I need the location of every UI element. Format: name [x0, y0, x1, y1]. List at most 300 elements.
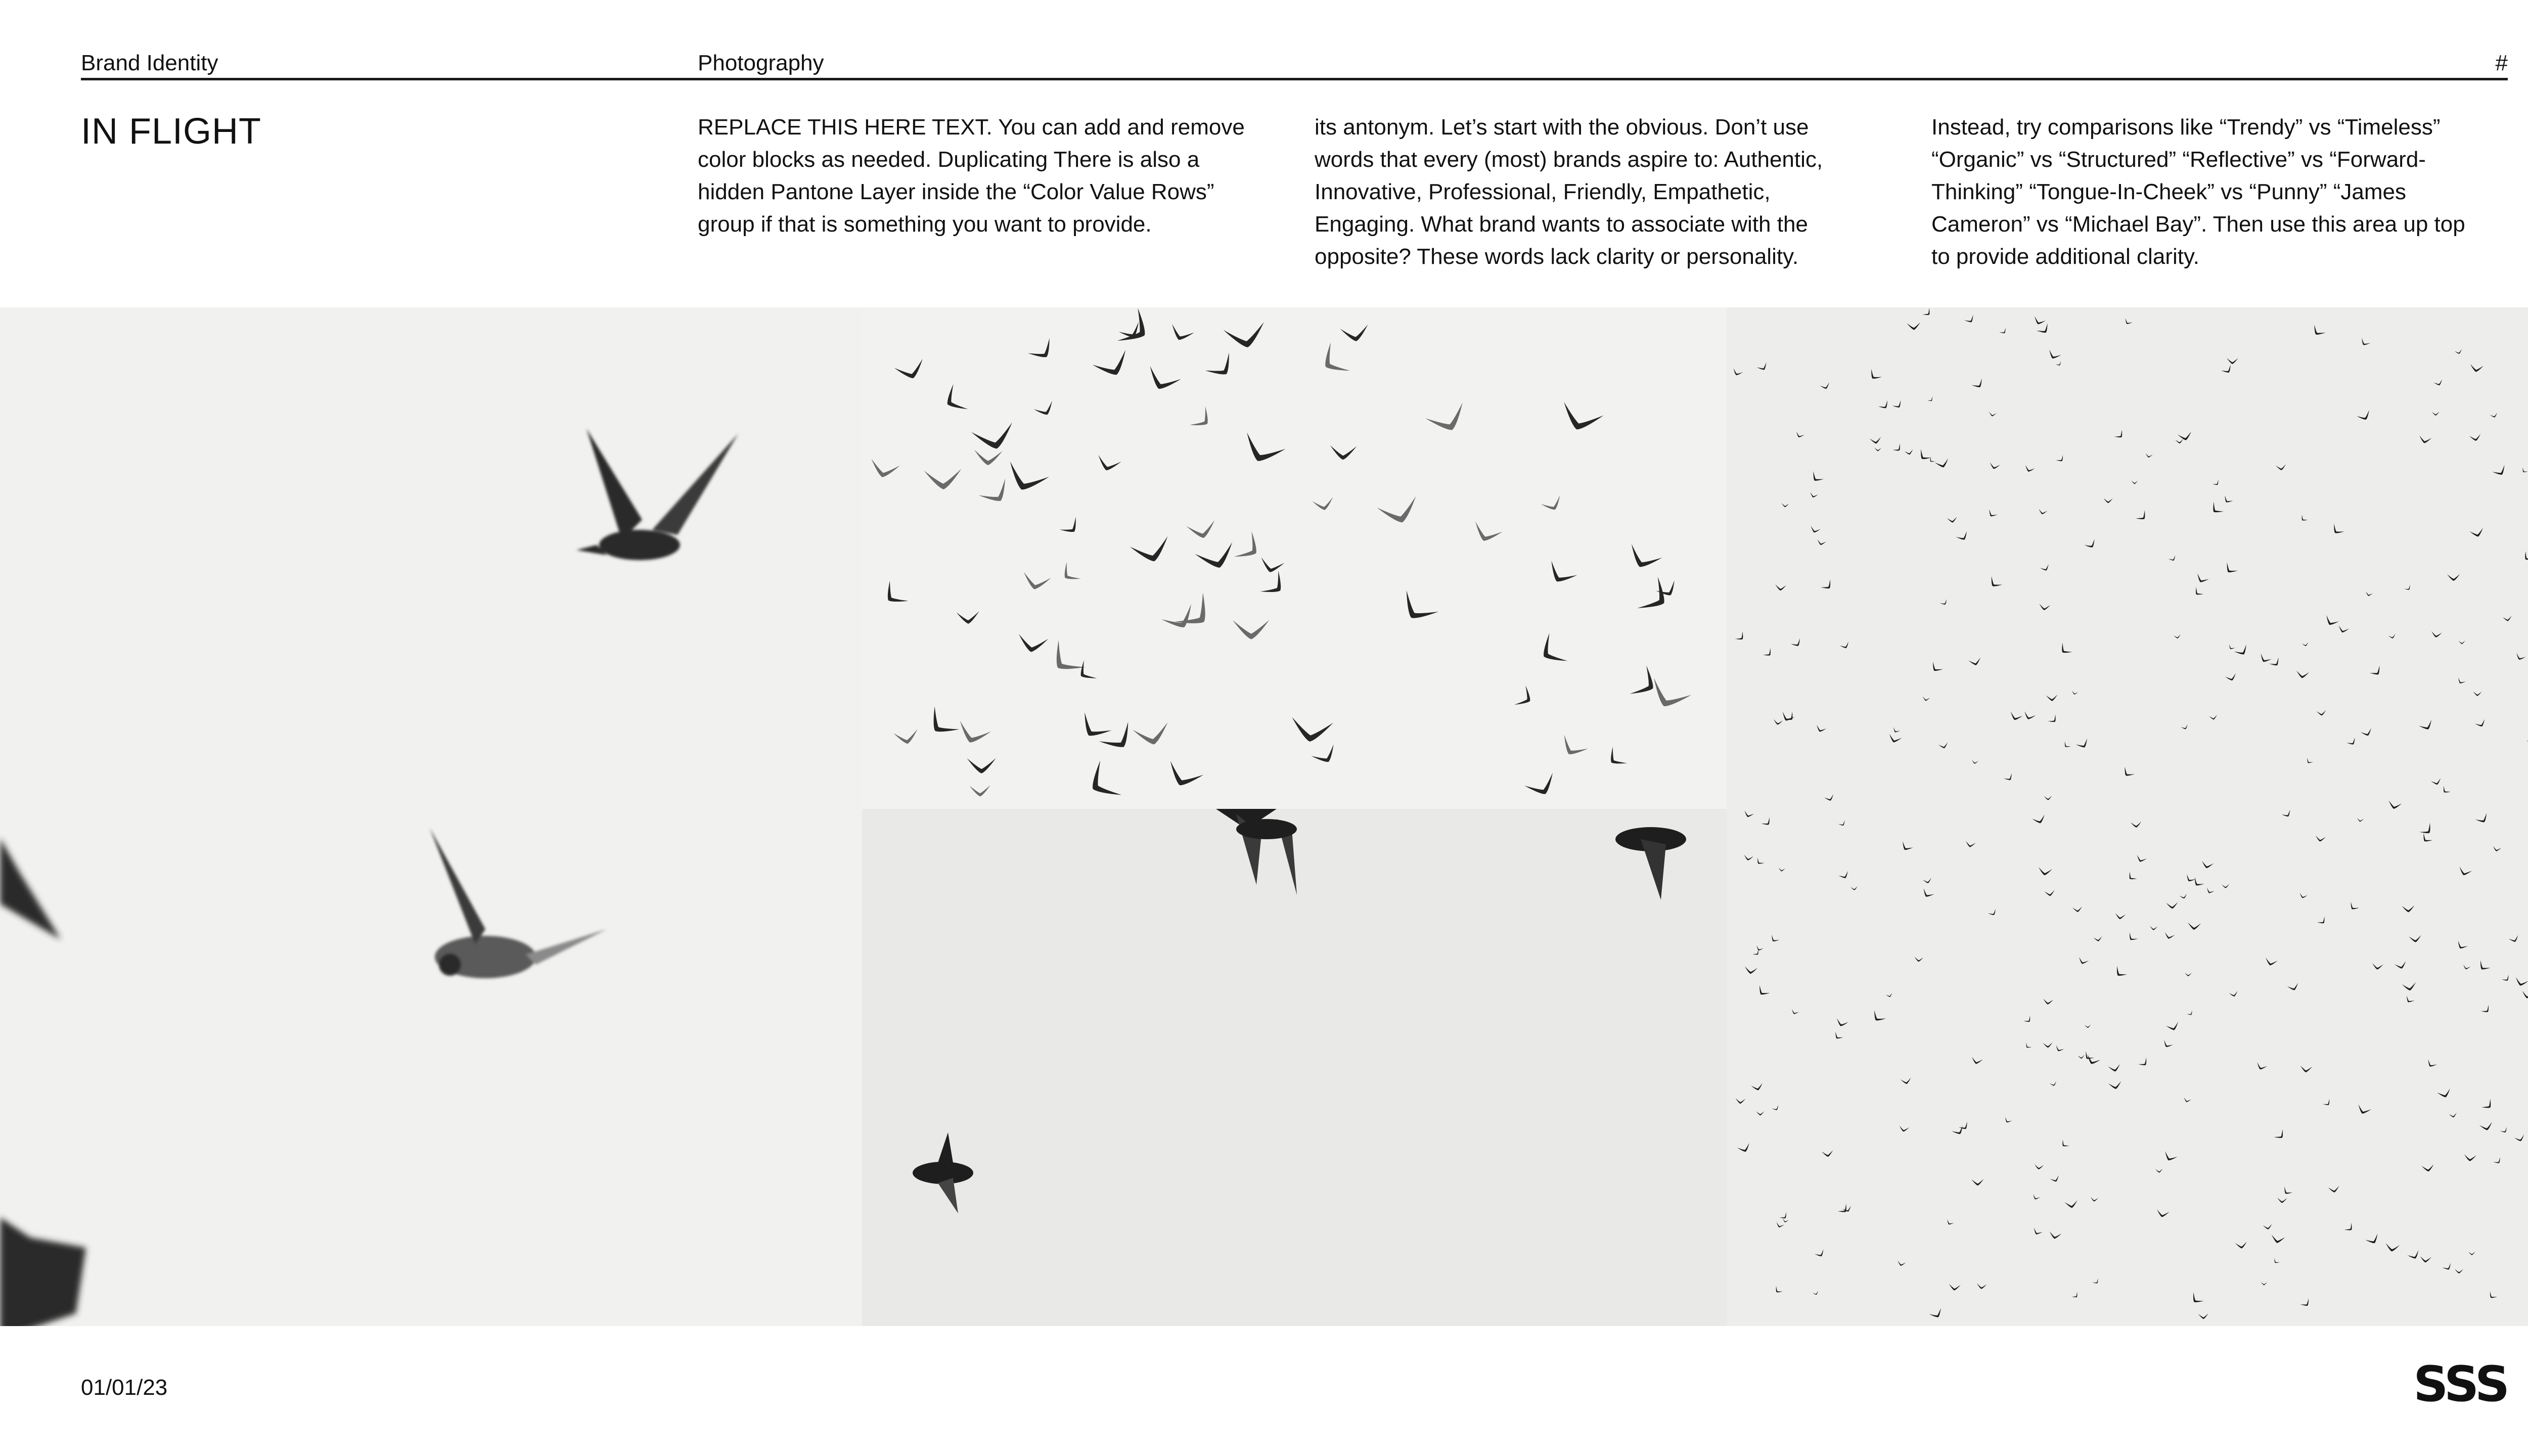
bird-silhouette [2521, 991, 2528, 999]
bird-silhouette [2180, 894, 2188, 900]
bird-silhouette [2457, 867, 2472, 877]
bird-silhouette [1514, 686, 1536, 711]
bird-silhouette [1892, 443, 1903, 453]
bird-silhouette [2409, 935, 2422, 943]
bird-silhouette [2033, 316, 2046, 326]
bird-silhouette [1940, 599, 1949, 607]
bird-silhouette [974, 450, 1003, 466]
bird-silhouette [2269, 657, 2282, 668]
bird-silhouette [2277, 1198, 2287, 1203]
bird-silhouette [1840, 642, 1850, 650]
bird-silhouette [1033, 401, 1056, 419]
bird-silhouette [2420, 833, 2432, 845]
bird-silhouette [2112, 966, 2127, 980]
bird-silhouette [2492, 846, 2501, 852]
bird-silhouette [2009, 712, 2023, 722]
bird-silhouette [2155, 1169, 2163, 1173]
bird-silhouette [2425, 1059, 2437, 1069]
bird-silhouette [2169, 555, 2177, 562]
bird-silhouette [2235, 1242, 2248, 1249]
bird-silhouette [2323, 1099, 2332, 1108]
bird-silhouette [1870, 437, 1882, 444]
bird-silhouette [1935, 459, 1951, 470]
footer-date: 01/01/23 [81, 1375, 168, 1400]
bird-silhouette [1899, 1126, 1909, 1133]
bird-silhouette [1779, 1212, 1789, 1220]
bird-silhouette [2145, 453, 2152, 458]
bird-silhouette [1782, 1218, 1789, 1223]
bird-silhouette [2490, 413, 2499, 419]
bird-silhouette [1815, 725, 1826, 734]
bird-silhouette [1946, 1219, 1954, 1226]
bird-silhouette [1044, 640, 1085, 681]
bird-silhouette [2462, 965, 2470, 970]
bird-silhouette [2187, 922, 2201, 930]
bird-silhouette [2092, 1278, 2100, 1285]
bird-silhouette [2175, 439, 2184, 444]
bird-silhouette [2225, 673, 2238, 682]
bird-silhouette [955, 721, 991, 748]
bird-silhouette [1470, 521, 1502, 545]
bird-silhouette [2103, 498, 2112, 503]
bird-silhouette [2178, 432, 2193, 442]
bird-silhouette [2300, 1298, 2312, 1309]
bird-silhouette [2161, 1040, 2173, 1050]
bird-silhouette [2048, 714, 2059, 725]
bird-silhouette [2038, 509, 2048, 515]
bird-silhouette [1757, 362, 1769, 372]
bird-silhouette [1917, 449, 1932, 463]
bird-silhouette [2372, 963, 2383, 970]
bird-silhouette [2166, 902, 2178, 909]
bird-silhouette [894, 359, 928, 383]
bird-silhouette [2317, 917, 2328, 926]
bird-silhouette [2040, 564, 2051, 572]
bird-silhouette [1914, 957, 1923, 962]
bird-silhouette [2050, 1081, 2057, 1087]
bird-silhouette [2039, 604, 2050, 611]
page-title: IN FLIGHT [81, 111, 262, 152]
bird-silhouette [2054, 1045, 2064, 1053]
bird-silhouette [1987, 576, 2002, 590]
bird-silhouette [2198, 1313, 2209, 1320]
bird-silhouette [2043, 1042, 2053, 1048]
bird-silhouette [1752, 949, 1760, 957]
bird-silhouette [1892, 727, 1901, 734]
bird-silhouette [1816, 539, 1826, 546]
bird-silhouette [1163, 761, 1203, 792]
bird-silhouette [1756, 1111, 1764, 1115]
photo-pigeon-flock [862, 307, 1727, 809]
bird-silhouette [1133, 722, 1171, 748]
bird-silhouette [1224, 322, 1268, 351]
bird-silhouette [2346, 738, 2358, 747]
bird-silhouette [2418, 435, 2432, 444]
bird-silhouette [2184, 874, 2196, 884]
bird-silhouette [1938, 742, 1949, 749]
bird-silhouette [2071, 691, 2079, 695]
bird-silhouette [1892, 400, 1904, 411]
bird-silhouette [2298, 893, 2308, 899]
bird-silhouette [2189, 1292, 2204, 1306]
bird-silhouette [1809, 492, 1818, 499]
bird-silhouette [1735, 631, 1746, 643]
bird-silhouette [1737, 1143, 1752, 1154]
section-label: Brand Identity [81, 51, 218, 75]
bird-silhouette [1773, 1286, 1783, 1295]
bird-silhouette [2323, 615, 2339, 628]
bird-silhouette [1772, 1105, 1780, 1112]
bird-silhouette [2131, 481, 2138, 484]
bird-silhouette [1060, 517, 1082, 538]
bird-silhouette [2514, 653, 2525, 661]
bird-silhouette [1082, 760, 1121, 806]
bird-silhouette [1886, 993, 1893, 998]
bird-silhouette [2447, 574, 2460, 581]
bird-silhouette [1874, 447, 1881, 451]
bird-silhouette [2090, 1197, 2098, 1202]
bird-silhouette [2123, 318, 2132, 326]
bird-silhouette [940, 384, 968, 417]
bird-silhouette [1755, 985, 1770, 998]
bird-silhouette [2402, 982, 2417, 992]
bird-silhouette [2209, 715, 2218, 720]
bird-silhouette [879, 581, 908, 611]
bird-silhouette [969, 785, 990, 797]
bird-silhouette [2302, 642, 2309, 647]
bird-silhouette [1791, 638, 1803, 649]
bird-silhouette [2135, 855, 2147, 864]
bird-silhouette [2430, 631, 2442, 638]
bird-silhouette [956, 611, 979, 624]
bird-silhouette [2455, 1269, 2463, 1273]
bird-silhouette [2192, 587, 2203, 598]
bird-silhouette [1809, 526, 1820, 534]
bird-silhouette [2388, 633, 2397, 639]
bird-silhouette [2047, 349, 2061, 361]
bird-silhouette [1878, 400, 1890, 411]
body-column-3: Instead, try comparisons like “Trendy” vs “Timeless” “Organic” vs “Structured” “Reflective” vs “Forward- Thinking” “Tongue-In-Cheek” vs “Punny” “James Cameron” vs “Michael Bay”. Then use this area up top to provide additional clarity. [1931, 115, 2465, 269]
bird-silhouette [1425, 402, 1471, 438]
bird-silhouette [2234, 645, 2250, 658]
bird-silhouette [2078, 1055, 2085, 1059]
bird-silhouette [1604, 747, 1627, 770]
bird-silhouette [1769, 935, 1779, 944]
bird-silhouette [1340, 325, 1370, 343]
bird-silhouette [2404, 995, 2415, 1005]
bird-silhouette [2131, 822, 2142, 828]
bird-silhouette [1312, 497, 1335, 512]
bird-silhouette [2420, 1256, 2431, 1263]
bird-silhouette [2487, 1291, 2497, 1300]
bird-silhouette [1870, 1010, 1886, 1024]
bird-silhouette [1190, 406, 1215, 433]
bird-silhouette [2183, 1097, 2191, 1103]
bird-silhouette [2050, 1175, 2060, 1184]
bird-silhouette [2361, 728, 2373, 738]
bird-silhouette [1311, 744, 1339, 767]
bird-silhouette [2456, 677, 2466, 686]
bird-silhouette [1947, 517, 1958, 523]
bird-silhouette [1541, 495, 1565, 514]
bird-silhouette [868, 459, 900, 480]
bird-silhouette [1544, 561, 1577, 588]
bird-silhouette [2503, 616, 2512, 622]
bird-silhouette [1795, 432, 1804, 439]
bird-silhouette [2514, 977, 2528, 988]
bird-silhouette [1557, 735, 1588, 761]
bird-silhouette [1743, 810, 1754, 818]
bird-silhouette [2227, 358, 2238, 364]
bird-silhouette [1099, 722, 1139, 757]
bird-silhouette [2032, 814, 2047, 825]
bird-silhouette [2276, 464, 2286, 471]
bird-silhouette [2108, 1064, 2121, 1073]
bird-silhouette [2481, 1099, 2495, 1112]
bird-silhouette [923, 706, 960, 742]
bird-silhouette [2481, 1005, 2492, 1015]
bird-silhouette [1959, 1121, 1970, 1131]
bird-silhouette [2223, 562, 2238, 576]
bird-silhouette [1763, 648, 1774, 659]
bird-silhouette [1822, 1150, 1834, 1158]
bird-silhouette [2493, 1157, 2503, 1165]
bird-silhouette [2043, 998, 2053, 1005]
bird-silhouette [1238, 432, 1285, 469]
bird-silhouette [2479, 1122, 2494, 1132]
bird-silhouette [1901, 1077, 1912, 1085]
bird-silhouette [2315, 836, 2326, 842]
bird-silhouette [2108, 1081, 2123, 1090]
bird-silhouette [1956, 531, 1970, 542]
photo-three-birds-image [862, 809, 1727, 1326]
bird-silhouette [2060, 1140, 2069, 1149]
bird-silhouette [1838, 871, 1850, 881]
bird-silhouette [2077, 957, 2089, 966]
bird-silhouette [2357, 818, 2364, 823]
bird-silhouette [2514, 1134, 2526, 1143]
bird-silhouette [2469, 364, 2484, 373]
bird-silhouette [2421, 1164, 2434, 1172]
bird-silhouette [1922, 308, 1932, 318]
bird-silhouette [1989, 412, 1997, 417]
bird-silhouette [2441, 786, 2451, 795]
bird-silhouette [1922, 697, 1930, 702]
bird-silhouette [2287, 983, 2300, 992]
bird-silhouette [2344, 1223, 2355, 1234]
bird-silhouette [2305, 758, 2313, 765]
bird-silhouette [1821, 579, 1834, 592]
bird-silhouette [2328, 1186, 2340, 1194]
photo-distant-flock [1727, 307, 2528, 1326]
bird-silhouette [2121, 767, 2135, 780]
bird-silhouette [1755, 857, 1765, 867]
bird-silhouette [1260, 571, 1289, 601]
bird-silhouette [893, 729, 920, 746]
bird-silhouette [2048, 1232, 2061, 1240]
bird-silhouette [2187, 1010, 2194, 1017]
bird-silhouette [2162, 1151, 2178, 1163]
bird-silhouette [1838, 821, 1847, 828]
bird-silhouette [1809, 471, 1824, 485]
bird-silhouette [2166, 1022, 2180, 1032]
bird-silhouette [2370, 665, 2383, 678]
bird-silhouette [1377, 496, 1422, 528]
bird-silhouette [1867, 369, 1882, 383]
bird-silhouette [1330, 445, 1357, 460]
bird-silhouette [1949, 1284, 1961, 1291]
bird-silhouette [1971, 379, 1985, 391]
bird-silhouette [1842, 1206, 1853, 1213]
bird-silhouette [1258, 557, 1285, 575]
bird-silhouette [2058, 643, 2072, 657]
bird-silhouette [2365, 1234, 2381, 1246]
bird-silhouette [967, 758, 996, 773]
bird-silhouette [2023, 1016, 2033, 1024]
bird-silhouette [2258, 653, 2272, 664]
bird-silhouette [1987, 509, 1998, 519]
bird-silhouette [1952, 1125, 1966, 1137]
bird-silhouette [2464, 1154, 2476, 1162]
bird-silhouette [1186, 520, 1217, 541]
bird-silhouette [2295, 670, 2309, 678]
bird-silhouette [1929, 662, 1943, 674]
bird-silhouette [1965, 841, 1976, 848]
bird-silhouette [2455, 349, 2463, 355]
bird-silhouette [2094, 936, 2103, 942]
bird-silhouette [1813, 1291, 1819, 1296]
bird-silhouette [1316, 342, 1350, 381]
bird-silhouette [1970, 1057, 1982, 1065]
photo-pigeon-flock-image [862, 307, 1727, 809]
bird-silhouette [2419, 719, 2434, 732]
bird-silhouette [2395, 961, 2408, 970]
bird-silhouette [2384, 1243, 2400, 1253]
bird-silhouette [2520, 468, 2527, 474]
bird-silhouette [2044, 890, 2055, 896]
bird-silhouette [2181, 724, 2189, 731]
bird-silhouette [1075, 712, 1112, 745]
bird-silhouette [2114, 430, 2126, 441]
bird-silhouette [1907, 322, 1921, 330]
bird-silhouette [1927, 396, 1934, 403]
bird-silhouette [1058, 562, 1081, 586]
bird-silhouette [2221, 365, 2234, 376]
bird-silhouette [2356, 1104, 2371, 1116]
bird-silhouette [1850, 886, 1858, 891]
bird-silhouette [1887, 734, 1902, 745]
bird-silhouette [2044, 796, 2052, 800]
bird-silhouette [1289, 717, 1333, 744]
bird-silhouette [1755, 945, 1764, 952]
bird-silhouette [2431, 778, 2442, 786]
brand-logo: SSS [2413, 1356, 2508, 1413]
bird-silhouette [2071, 1292, 2080, 1300]
bird-silhouette [2299, 515, 2308, 523]
bird-silhouette [2317, 710, 2327, 716]
bird-silhouette [2449, 1113, 2458, 1118]
bird-silhouette [2034, 1164, 2044, 1170]
bird-silhouette [1833, 1032, 1843, 1041]
bird-silhouette [2443, 1263, 2453, 1271]
bird-silhouette [1233, 620, 1270, 640]
bird-silhouette [1751, 1083, 1764, 1091]
bird-silhouette [1999, 328, 2008, 335]
bird-silhouette [2255, 1062, 2267, 1071]
bird-silhouette [1143, 366, 1181, 395]
bird-silhouette [2263, 1224, 2273, 1230]
photo-pigeons-closeup [0, 307, 862, 1326]
bird-silhouette [2500, 1127, 2509, 1134]
bird-silhouette [2126, 932, 2138, 943]
bird-silhouette [2056, 455, 2065, 464]
bird-silhouette [2387, 800, 2402, 810]
bird-silhouette [2402, 905, 2415, 913]
bird-silhouette [1092, 350, 1133, 382]
bird-silhouette [2085, 1024, 2091, 1028]
bird-silhouette [2509, 935, 2520, 944]
bird-silhouette [1074, 660, 1097, 685]
bird-silhouette [1175, 593, 1218, 636]
bird-silhouette [2136, 510, 2149, 523]
bird-silhouette [1775, 584, 1786, 591]
bird-silhouette [2191, 877, 2204, 889]
bird-silhouette [2163, 932, 2175, 940]
bird-silhouette [1095, 455, 1121, 474]
bird-silhouette [1761, 817, 1773, 828]
bird-silhouette [2264, 958, 2278, 967]
bird-silhouette [1167, 324, 1194, 344]
bird-silhouette [1637, 577, 1674, 619]
bird-silhouette [1921, 888, 1934, 899]
bird-silhouette [2114, 913, 2126, 920]
bird-silhouette [2208, 502, 2224, 517]
bird-silhouette [2432, 412, 2440, 416]
bird-silhouette [1790, 1009, 1799, 1016]
photo-pigeons-closeup-image [0, 307, 862, 1326]
body-column-1: REPLACE THIS HERE TEXT. You can add and remove color blocks as needed. Duplicating There is also a hidden Pantone Layer inside the “Color Value Rows” group if that is something you want to provide. [698, 115, 1245, 237]
bird-silhouette [1784, 712, 1796, 723]
bird-silhouette [1744, 966, 1757, 974]
bird-silhouette [2274, 1129, 2286, 1142]
subsection-label: Photography [698, 51, 824, 75]
bird-silhouette [1968, 657, 1982, 666]
bird-silhouette [2038, 867, 2052, 876]
bird-silhouette [1976, 1283, 1987, 1289]
bird-silhouette [2150, 926, 2158, 931]
bird-silhouette [2281, 1187, 2292, 1197]
bird-silhouette [1988, 909, 1998, 918]
bird-silhouette [2407, 1250, 2421, 1261]
bird-silhouette [1234, 531, 1265, 566]
bird-silhouette [2459, 641, 2465, 644]
bird-silhouette [2023, 465, 2035, 474]
bird-silhouette [2468, 1252, 2475, 1255]
body-column-2: its antonym. Let’s start with the obvious. Don’t use words that every (most) brands aspire to: Authentic, Innovative, Professional, Friendly, Empathetic, Engaging. What brand wants to associate with the opposite? These words lack clarity or personality. [1315, 115, 1823, 269]
bird-silhouette [2357, 410, 2372, 423]
bird-silhouette [2064, 1200, 2078, 1209]
bird-silhouette [2003, 1117, 2012, 1124]
bird-silhouette [2032, 1194, 2040, 1201]
bird-silhouette [1900, 841, 1913, 853]
bird-silhouette [2502, 975, 2511, 983]
bird-silhouette [2185, 973, 2192, 976]
bird-silhouette [1016, 634, 1049, 654]
bird-silhouette [1732, 368, 1743, 377]
bird-silhouette [2476, 960, 2491, 973]
bird-silhouette [2174, 634, 2181, 640]
bird-silhouette [1781, 503, 1789, 508]
